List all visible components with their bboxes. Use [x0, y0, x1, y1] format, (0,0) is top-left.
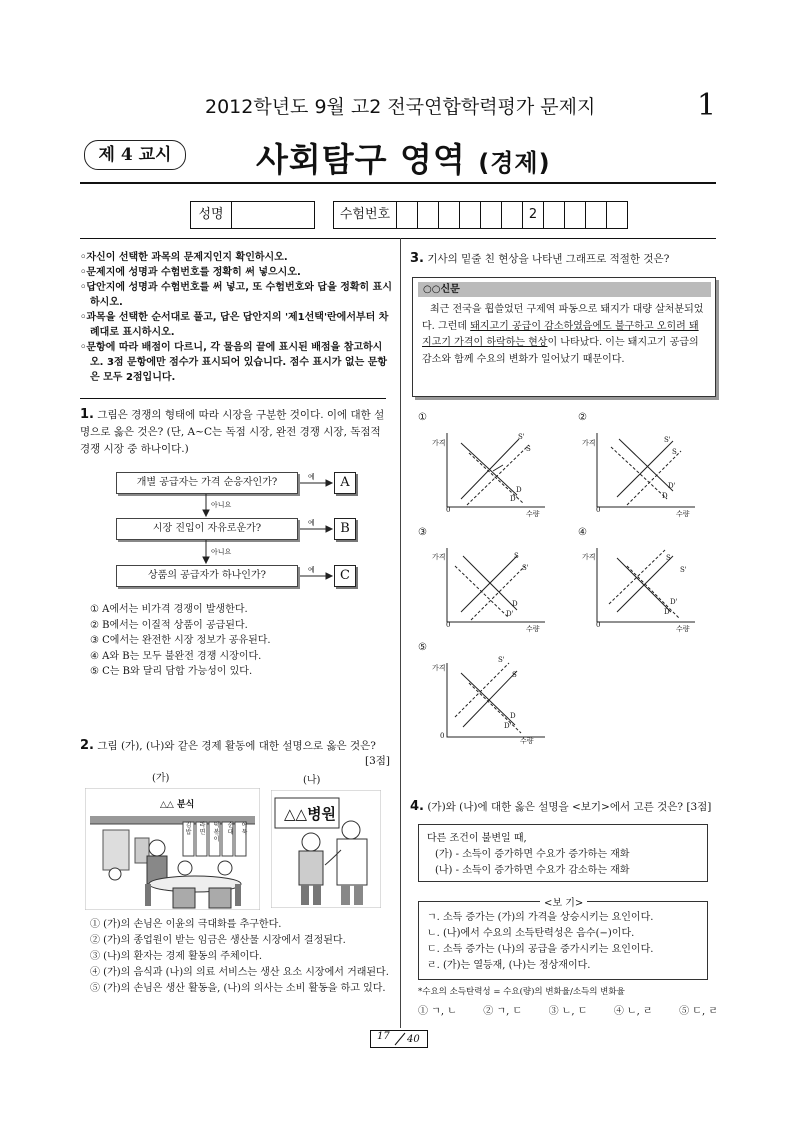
menu-item: 김밥: [185, 822, 192, 836]
s-prime-label: S': [522, 564, 529, 572]
graph-label-1[interactable]: ①: [418, 412, 427, 423]
condition-ga: (가) - 소득이 증가하면 수요가 증가하는 재화: [435, 849, 630, 860]
menu-item: 어묵: [241, 822, 248, 836]
shop-sign: △△ 분식: [160, 800, 195, 810]
s-label: S: [526, 445, 531, 453]
exam-title: 2012학년도 9월 고2 전국연합학력평가 문제지: [205, 96, 596, 118]
q4-number: 4.: [410, 799, 424, 814]
origin-label: 0: [596, 621, 601, 629]
q2-option-3[interactable]: ③ (나)의 환자는 경제 활동의 주체이다.: [90, 951, 263, 962]
origin-label: 0: [446, 621, 451, 629]
price-label: 가격: [432, 664, 446, 672]
q2-points: [3점]: [365, 755, 391, 767]
q1-option-4[interactable]: ④ A와 B는 모두 불완전 경쟁 시장이다.: [90, 650, 262, 662]
yes-label: 예: [308, 473, 315, 481]
instruction-item: ◦답안지에 성명과 수험번호를 써 넣고, 또 수험번호와 답을 정확히 표시하시오.: [80, 282, 393, 308]
bogi-title: <보 기>: [540, 894, 587, 909]
menu-item: 순대: [227, 822, 234, 836]
digit-cell[interactable]: [607, 202, 627, 228]
d-label: D: [516, 486, 522, 494]
menu-item: 떡볶이: [213, 822, 220, 843]
elasticity-note: *수요의 소득탄력성 = 수요(량)의 변화율/소득의 변화율: [418, 987, 625, 997]
graph-label-3[interactable]: ③: [418, 527, 427, 538]
flow-question-c: 상품의 공급자가 하나인가?: [116, 565, 298, 587]
price-label: 가격: [582, 553, 596, 561]
d-prime-label: D': [670, 598, 678, 606]
graph-label-2[interactable]: ②: [578, 412, 587, 423]
origin-label: 0: [446, 506, 451, 514]
bogi-item: ㄷ. 소득 증가는 (나)의 공급을 증가시키는 요인이다.: [427, 944, 654, 955]
news-text-2: 이 나타났다. 이는 돼지고기 공급의 감소와 함께 수요의 변화가 일어났기 때문이다.: [422, 337, 699, 365]
d-label: D: [662, 492, 668, 500]
yes-label: 예: [308, 519, 315, 527]
q1-option-3[interactable]: ③ C에서는 완전한 시장 정보가 공유된다.: [90, 635, 271, 646]
q2-stem: 그림 (가), (나)와 같은 경제 활동에 대한 설명으로 옳은 것은?: [97, 740, 376, 752]
menu-item: 라면: [199, 822, 206, 836]
q2-option-2[interactable]: ② (가)의 종업원이 받는 임금은 생산물 시장에서 결정된다.: [90, 935, 346, 946]
supply-demand-graph-4: [583, 540, 713, 635]
q4-choice-3[interactable]: ③ ㄴ, ㄷ: [548, 1006, 588, 1017]
s-prime-label: S': [664, 436, 671, 444]
subject-sub: (경제): [478, 149, 551, 177]
exam-number-label: 수험번호: [334, 202, 397, 228]
news-body: [422, 302, 706, 368]
q4-choices: [418, 1002, 718, 1017]
news-text-1: 최근 전국을 휩쓸었던 구제역 파동으로 돼지가 대량 살처분되었다. 그런데: [422, 304, 704, 332]
price-label: 가격: [432, 439, 446, 447]
flow-question-b: 시장 진입이 자유로운가?: [116, 518, 298, 540]
bogi-box: [418, 901, 708, 980]
q1-option-1[interactable]: ① A에서는 비가격 경쟁이 발생한다.: [90, 604, 248, 615]
q4-stem: (가)와 (나)에 대한 옳은 설명을 <보기>에서 고른 것은? [3점]: [427, 801, 712, 813]
digit-cell[interactable]: [397, 202, 418, 228]
s-prime-label: S': [498, 656, 505, 664]
d-prime-label: D': [506, 610, 514, 618]
q1-number: 1.: [80, 407, 94, 422]
conditions-box: [418, 824, 708, 882]
digit-cell[interactable]: [565, 202, 586, 228]
q2-option-4[interactable]: ④ (가)의 음식과 (나)의 의료 서비스는 생산 요소 시장에서 거래된다.: [90, 967, 389, 978]
page-current: 17: [377, 1031, 390, 1042]
label-na: (나): [303, 775, 321, 786]
name-label: 성명: [191, 202, 232, 228]
d-label: D: [510, 712, 516, 720]
digit-cell[interactable]: [586, 202, 607, 228]
no-label: 아니요: [211, 501, 232, 509]
d-prime-label: D': [510, 495, 518, 503]
bogi-item: ㄹ. (가)는 열등재, (나)는 정상재이다.: [427, 960, 591, 971]
digit-cell[interactable]: [460, 202, 481, 228]
no-label: 아니요: [211, 548, 232, 556]
qty-label: 수량: [676, 625, 690, 633]
digit-cell-fixed: 2: [523, 202, 544, 228]
hospital-sign: △△병원: [284, 805, 337, 823]
page-total: 40: [407, 1034, 420, 1045]
q1-options: [90, 602, 390, 680]
q1-option-5[interactable]: ⑤ C는 B와 달리 담합 가능성이 있다.: [90, 666, 253, 677]
q4-choice-1[interactable]: ① ㄱ, ㄴ: [418, 1006, 457, 1017]
s-label: S: [514, 552, 519, 560]
subject-name: 사회탐구 영역: [256, 140, 466, 179]
q4-choice-2[interactable]: ② ㄱ, ㄷ: [483, 1006, 523, 1017]
market-a: A: [334, 472, 356, 494]
qty-label: 수량: [676, 510, 690, 518]
d-label: D: [512, 600, 518, 608]
question-2: [80, 737, 392, 755]
column-divider: [400, 238, 401, 1028]
graph-label-4[interactable]: ④: [578, 527, 587, 538]
bogi-item: ㄱ. 소득 증가는 (가)의 가격을 상승시키는 요인이다.: [427, 912, 654, 923]
instruction-item: ◦문제지에 성명과 수험번호를 정확히 써 넣으시오.: [80, 267, 301, 278]
qty-label: 수량: [520, 737, 534, 745]
instruction-item: ◦문항에 따라 배점이 다르니, 각 물음의 끝에 표시된 배점을 참고하시오. 3점 문항에만 점수가 표시되어 있습니다. 점수 표시가 없는 문항은 모두 2점입니다.: [80, 342, 388, 383]
instruction-item: ◦자신이 선택한 과목의 문제지인지 확인하시오.: [80, 252, 288, 263]
condition-na: (나) - 소득이 증가하면 수요가 감소하는 재화: [435, 865, 630, 876]
s-label: S: [666, 554, 671, 562]
d-label: D: [664, 608, 670, 616]
digit-cell[interactable]: [418, 202, 439, 228]
digit-cell[interactable]: [481, 202, 502, 228]
page-counter: [370, 1030, 428, 1048]
page-number: 1: [697, 88, 717, 123]
graph-label-5[interactable]: ⑤: [418, 642, 427, 653]
digit-cell[interactable]: [544, 202, 565, 228]
q3-stem: 기사의 밑줄 친 현상을 나타낸 그래프로 적절한 것은?: [427, 253, 670, 265]
q2-number: 2.: [80, 738, 94, 753]
condition-intro: 다른 조건이 불변일 때,: [427, 833, 527, 844]
digit-cell[interactable]: [502, 202, 523, 228]
origin-label: 0: [440, 732, 445, 740]
s-label: S: [512, 671, 517, 679]
qty-label: 수량: [526, 625, 540, 633]
digit-cell[interactable]: [439, 202, 460, 228]
flow-arrows: [0, 0, 400, 600]
origin-label: 0: [596, 506, 601, 514]
q2-options: [90, 917, 395, 997]
news-underlined: 돼지고기 공급이 감소하였음에도 불구하고 오히려 돼지고기 가격이 하락하는 현상: [422, 320, 699, 348]
session-badge: 제 4 교시: [84, 140, 186, 170]
q3-number: 3.: [410, 251, 424, 266]
supply-demand-graph-2: [583, 425, 713, 520]
q2-option-5[interactable]: ⑤ (가)의 손님은 생산 활동을, (나)의 의사는 소비 활동을 하고 있다.: [90, 983, 386, 994]
s-prime-label: S': [680, 566, 687, 574]
question-3: [410, 250, 716, 268]
menu-board: [183, 822, 250, 843]
market-c: C: [334, 565, 356, 587]
news-header: ○○신문: [418, 282, 711, 297]
label-ga: (가): [152, 773, 170, 784]
price-label: 가격: [582, 439, 596, 447]
question-4: [410, 798, 720, 816]
bogi-item: ㄴ. (나)에서 수요의 소득탄력성은 음수(−)이다.: [427, 928, 635, 939]
market-b: B: [334, 518, 356, 540]
q2-option-1[interactable]: ① (가)의 손님은 이윤의 극대화를 추구한다.: [90, 919, 282, 930]
d-prime-label: D': [668, 482, 676, 490]
s-prime-label: S': [518, 433, 525, 441]
s-label: S: [672, 448, 677, 456]
yes-label: 예: [308, 566, 315, 574]
q1-option-2[interactable]: ② B에서는 이질적 상품이 공급된다.: [90, 619, 248, 631]
qty-label: 수량: [526, 510, 540, 518]
q4-choice-5[interactable]: ⑤ ㄷ, ㄹ: [679, 1006, 718, 1017]
instruction-item: ◦과목을 선택한 순서대로 풀고, 답은 답안지의 '제1선택'란에서부터 차례대로 표시하시오.: [80, 312, 389, 338]
q4-choice-4[interactable]: ④ ㄴ, ㄹ: [613, 1006, 653, 1017]
q1-stem: 그림은 경쟁의 형태에 따라 시장을 구분한 것이다. 이에 대한 설명으로 옳은 것은? (단, A~C는 독점 시장, 완전 경쟁 시장, 독점적 경쟁 시장 중 하나이다.): [80, 409, 385, 455]
flow-question-a: 개별 공급자는 가격 순응자인가?: [116, 472, 298, 494]
price-label: 가격: [432, 553, 446, 561]
d-prime-label: D': [504, 722, 512, 730]
